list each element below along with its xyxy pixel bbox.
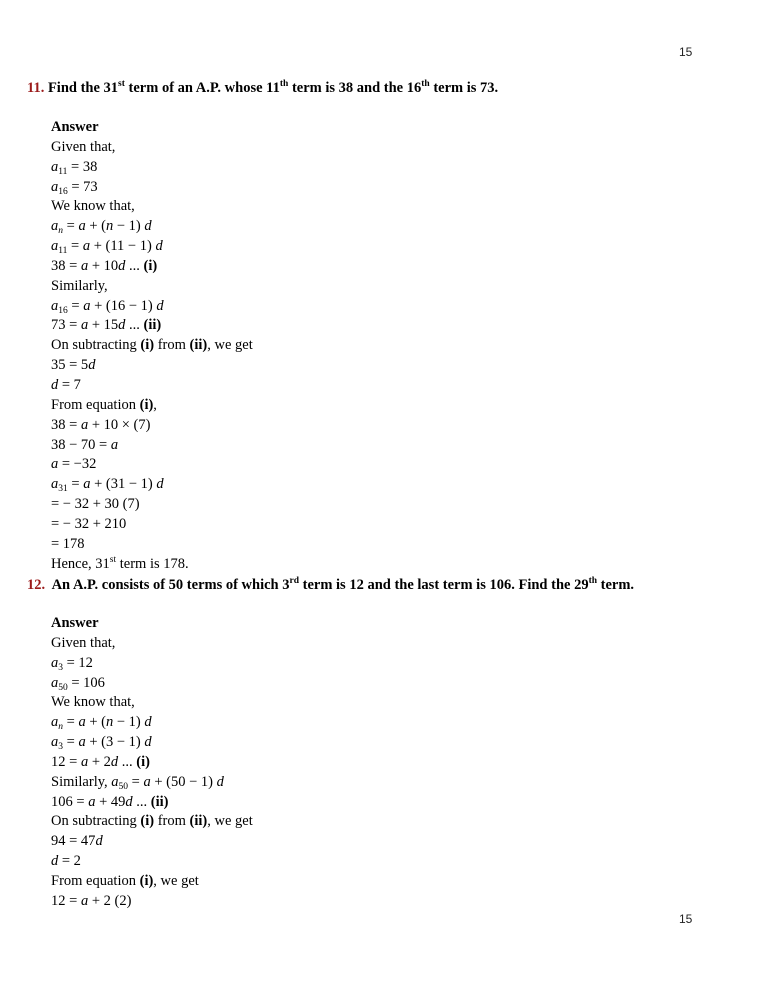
solution-line: $a_3 = 12$ [51, 654, 93, 673]
solution-line: $a_{11} = 38$ [51, 158, 98, 177]
solution-line: Similarly, [51, 277, 108, 294]
solution-line: Similarly, $a_{50} = a + (50 - 1)$ d [51, 773, 224, 792]
solution-line: = 178 [51, 535, 85, 552]
solution-line: Given that, [51, 138, 116, 155]
solution-line: On subtracting (i) from (ii), we get [51, 337, 253, 354]
solution-line: 38 = a + 10 × (7) [51, 416, 151, 433]
solution-line: = − 32 + 30 (7) [51, 496, 140, 513]
solution-line: $a_{31} = a + (31 - 1)$ d [51, 476, 164, 495]
solution-line: $a_3 = a + (3 - 1)$ d [51, 734, 152, 753]
solution-line: We know that, [51, 198, 135, 215]
solution-line: Given that, [51, 634, 116, 651]
solution-line: 73 = a + 15d ... (ii) [51, 317, 162, 334]
solution-line: $a_n = a + (n - 1)$ d [51, 714, 152, 733]
question-number: 11. [27, 80, 45, 96]
solution-line: a = −32 [51, 456, 97, 473]
solution-line: 12 = a + 2d ... (i) [51, 753, 150, 770]
solution-line: 106 = a + 49d ... (ii) [51, 793, 169, 810]
answer-12 [51, 614, 253, 912]
page-number-header: 15 [679, 45, 693, 59]
solution-line: From equation (i), [51, 396, 157, 413]
solution-line: On subtracting (i) from (ii), we get [51, 813, 253, 830]
question-12: 12. An A.P. consists of 50 terms of which 3rd term is 12 and the last term is 106. Find the 29th term. [27, 576, 635, 593]
answer-11 [51, 118, 253, 574]
solution-line: 12 = a + 2 (2) [51, 892, 132, 909]
solution-line: d = 7 [51, 376, 81, 393]
answer-heading: Answer [51, 615, 99, 631]
page-number-footer: 15 [679, 912, 693, 926]
solution-line: 38 − 70 = a [51, 436, 119, 453]
solution-line: 38 = a + 10d ... (i) [51, 257, 158, 274]
answer-heading: Answer [51, 119, 99, 135]
solution-line: 35 = 5d [51, 357, 96, 374]
solution-line: 94 = 47d [51, 833, 103, 850]
question-11: 11. Find the 31st term of an A.P. whose 11th term is 38 and the 16th term is 73. [27, 79, 499, 96]
question-number: 12. [27, 577, 46, 593]
solution-line: $a_{16} = a + (16 - 1)$ d [51, 297, 164, 316]
solution-line: We know that, [51, 694, 135, 711]
solution-line: From equation (i), we get [51, 872, 199, 889]
solution-conclusion: Hence, 31st term is 178. [51, 554, 189, 572]
solution-line: d = 2 [51, 853, 81, 870]
solution-line: $a_{16} = 73$ [51, 178, 98, 197]
solution-line: = − 32 + 210 [51, 515, 127, 532]
solution-line: $a_{50} = 106$ [51, 674, 105, 693]
solution-line: $a_{11} = a + (11 - 1)$ d [51, 238, 163, 257]
solution-line: $a_n = a + (n - 1)$ d [51, 218, 152, 237]
